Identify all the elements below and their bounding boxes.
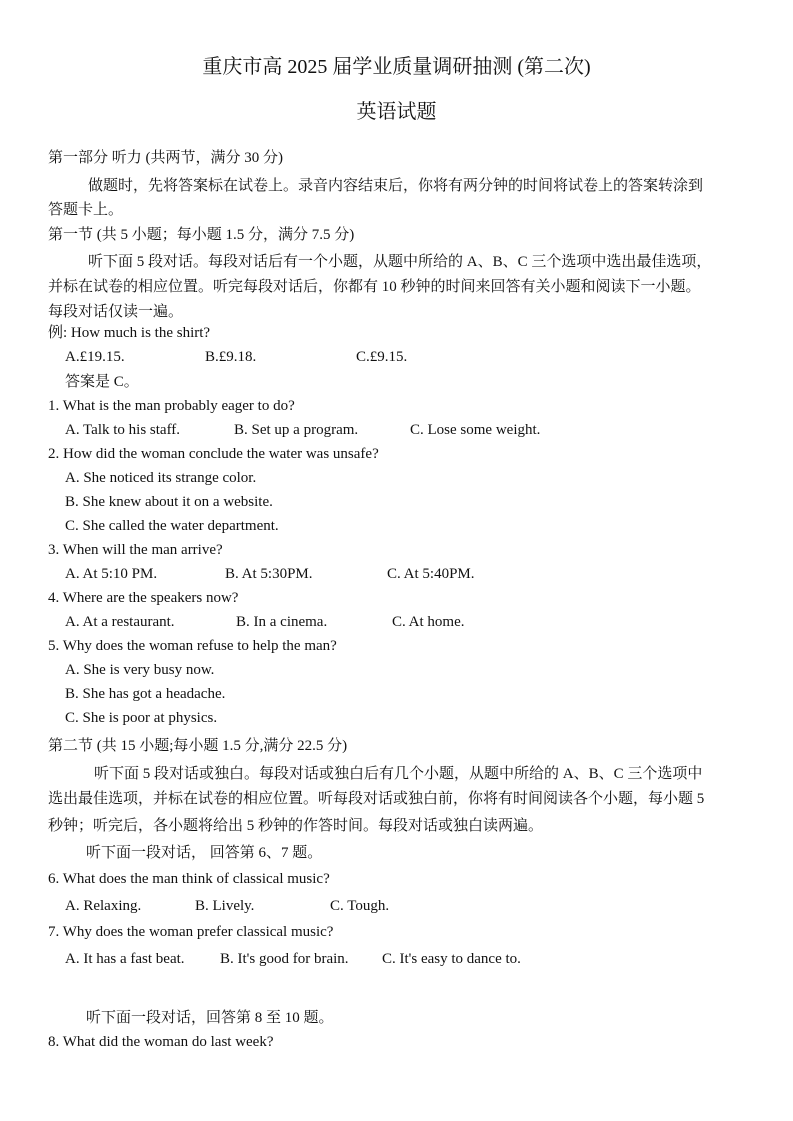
q7-option-b: B. It's good for brain. xyxy=(220,951,349,967)
question-4: 4. Where are the speakers now? xyxy=(48,590,239,606)
question-2: 2. How did the woman conclude the water was unsafe? xyxy=(48,446,379,462)
dialog2-intro: 听下面一段对话，回答第 8 至 10 题。 xyxy=(86,1010,334,1026)
part1-instructions-line1: 做题时，先将答案标在试卷上。录音内容结束后，你将有两分钟的时间将试卷上的答案转涂到 xyxy=(88,178,704,194)
question-5: 5. Why does the woman refuse to help the man? xyxy=(48,638,337,654)
section1-instructions-line2: 并标在试卷的相应位置。听完每段对话后，你都有 10 秒钟的时间来回答有关小题和阅读下一小题。 xyxy=(48,279,701,295)
q3-option-a: A. At 5:10 PM. xyxy=(65,566,158,582)
q4-option-b: B. In a cinema. xyxy=(236,614,328,630)
q1-option-b: B. Set up a program. xyxy=(234,422,359,438)
question-7: 7. Why does the woman prefer classical music? xyxy=(48,924,334,940)
q7-option-c: C. It's easy to dance to. xyxy=(382,951,521,967)
q2-option-c: C. She called the water department. xyxy=(65,518,279,534)
page-title: 重庆市高 2025 届学业质量调研抽测 (第二次) xyxy=(202,56,591,78)
q4-option-c: C. At home. xyxy=(392,614,465,630)
q1-option-a: A. Talk to his staff. xyxy=(65,422,181,438)
q7-option-a: A. It has a fast beat. xyxy=(65,951,185,967)
dialog1-intro: 听下面一段对话， 回答第 6、7 题。 xyxy=(86,845,323,861)
q6-option-c: C. Tough. xyxy=(330,898,390,914)
q5-option-a: A. She is very busy now. xyxy=(65,662,215,678)
q5-option-b: B. She has got a headache. xyxy=(65,686,226,702)
example-option-b: B.£9.18. xyxy=(205,349,257,365)
example-question: 例: How much is the shirt? xyxy=(48,325,211,341)
section2-heading: 第二节 (共 15 小题;每小题 1.5 分,满分 22.5 分) xyxy=(48,738,348,754)
question-1: 1. What is the man probably eager to do? xyxy=(48,398,295,414)
question-3: 3. When will the man arrive? xyxy=(48,542,223,558)
question-6: 6. What does the man think of classical music? xyxy=(48,871,330,887)
example-answer: 答案是 C。 xyxy=(65,374,139,390)
question-8: 8. What did the woman do last week? xyxy=(48,1034,274,1050)
q3-option-b: B. At 5:30PM. xyxy=(225,566,313,582)
q2-option-b: B. She knew about it on a website. xyxy=(65,494,273,510)
section1-instructions-line1: 听下面 5 段对话。每段对话后有一个小题，从题中所给的 A、B、C 三个选项中选出最佳选项， xyxy=(88,254,712,270)
part1-heading: 第一部分 听力 (共两节，满分 30 分) xyxy=(48,150,283,166)
q3-option-c: C. At 5:40PM. xyxy=(387,566,475,582)
section1-heading: 第一节 (共 5 小题；每小题 1.5 分，满分 7.5 分) xyxy=(48,227,355,243)
q2-option-a: A. She noticed its strange color. xyxy=(65,470,257,486)
part1-instructions-line2: 答题卡上。 xyxy=(48,202,124,218)
section1-instructions-line3: 每段对话仅读一遍。 xyxy=(48,304,184,320)
section2-instructions-line3: 秒钟；听完后，各小题将给出 5 秒钟的作答时间。每段对话或独白读两遍。 xyxy=(48,818,544,834)
q1-option-c: C. Lose some weight. xyxy=(410,422,541,438)
q4-option-a: A. At a restaurant. xyxy=(65,614,175,630)
q6-option-b: B. Lively. xyxy=(195,898,255,914)
example-option-c: C.£9.15. xyxy=(356,349,408,365)
section2-instructions-line2: 选出最佳选项，并标在试卷的相应位置。听每段对话或独白前，你将有时间阅读各个小题，每小题 5 xyxy=(48,791,705,807)
q6-option-a: A. Relaxing. xyxy=(65,898,142,914)
q5-option-c: C. She is poor at physics. xyxy=(65,710,218,726)
section2-instructions-line1: 听下面 5 段对话或独白。每段对话或独白后有几个小题，从题中所给的 A、B、C 三个选项中 xyxy=(94,766,703,782)
example-option-a: A.£19.15. xyxy=(65,349,125,365)
page-subtitle: 英语试题 xyxy=(356,101,437,123)
